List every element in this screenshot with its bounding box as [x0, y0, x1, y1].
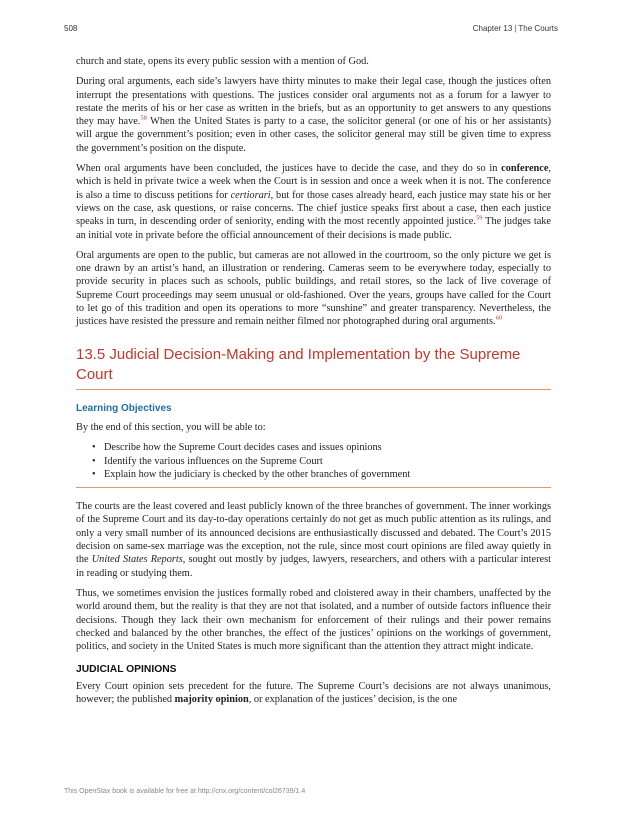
list-item: • Explain how the judiciary is checked by the other branches of government [104, 468, 551, 481]
chapter-title: The Courts [518, 24, 558, 33]
paragraph: The courts are the least covered and least publicly known of the three branches of government. The inner workings of the Supreme Court and its day-to-day operations certainly do not get as much public attention as its rulings, and only a very small number of its announced decisions are enthusiastically discussed and debated. The Court’s 2015 decision on same-sex marriage was the exception, not the rule, since most court opinions are filed away quietly in the United States Reports, sought out mostly by judges, lawyers, researchers, and others with a particular interest in reading or studying them. [76, 501, 551, 579]
learning-objectives-title: Learning Objectives [76, 402, 172, 414]
learning-objectives-list [76, 441, 551, 481]
learning-objectives-box [76, 402, 551, 488]
italic-term: certiorari [230, 189, 271, 201]
footnote-ref[interactable]: 60 [495, 314, 503, 322]
list-item: • Describe how the Supreme Court decides cases and issues opinions [104, 441, 551, 454]
paragraph: Every Court opinion sets precedent for the future. The Supreme Court’s decisions are not always unanimous, however; the published majority opinion, or explanation of the justices’ decision, is the one [76, 680, 551, 705]
paragraph: When oral arguments have been concluded, the justices have to decide the case, and they do so in conference, which is held in private twice a week when the Court is in session and once a week when it is not. The conference is also a time to discuss petitions for certiorari, but for those cases already heard, each justice may state his or her views on the case, ask questions, or raise concerns. The chief justice speaks first about a case, then each justice speaks in turn, in descending order of seniority, ending with the most recently appointed justice.$^{59}$ The judges take an initial vote in private before the official announcement of their decisions is made public. [76, 163, 551, 241]
key-term: conference [501, 163, 549, 175]
page-footer: This OpenStax book is available for free at http://cnx.org/content/col26739/1.4 [64, 788, 306, 795]
paragraph: church and state, opens its every public session with a mention of God. [76, 56, 369, 67]
footnote-ref[interactable]: 58 [140, 114, 147, 122]
paragraph: Thus, we sometimes envision the justices formally robed and cloistered away in their chambers, unaffected by the world around them, but the reality is that they are not that isolated, and a number of outside factors influence their decisions. Though they lack their own mechanism for enforcement of their rulings and their power remains checked and balanced by the other branches, the effect of the justices’ opinions on the workings of government, politics, and society in the United States is much more significant than the attention they attract might indicate. [76, 587, 551, 653]
page-content [76, 55, 551, 713]
chapter-separator: | [514, 24, 517, 33]
page-header [64, 24, 558, 38]
paragraph: During oral arguments, each side’s lawyers have thirty minutes to make their legal case, though the justices often interrupt the presentations with questions. The justices consider oral arguments not as a forum for a lawyer to restate the merits of his or her case as written in the briefs, but as an opportunity to get answers to any questions they may have.$^{58}$ When the United States is party to a case, the solicitor general (or one of his or her assistants) will argue the government’s position; even in other cases, the solicitor general may still be given time to express the government’s position on the dispute. [76, 76, 551, 154]
section-title: 13.5 Judicial Decision-Making and Implementation by the Supreme Court [76, 345, 551, 390]
list-item: • Identify the various influences on the Supreme Court [104, 455, 551, 468]
chapter-label: Chapter 13 [472, 24, 513, 33]
learning-objectives-intro: By the end of this section, you will be able to: [76, 421, 266, 433]
italic-term: United States Reports [91, 554, 183, 566]
footnote-ref[interactable]: 59 [475, 214, 483, 222]
chapter-header [473, 24, 558, 33]
paragraph: Oral arguments are open to the public, but cameras are not allowed in the courtroom, so the only picture we get is one drawn by an artist’s hand, an illustration or rendering. Cameras seem to be everywhere today, especially to provide security in places such as schools, public buildings, and retail stores, so the lack of live coverage of Supreme Court proceedings may seem unusual or old-fashioned. Over the years, groups have called for the Court to let go of this tradition and open its operations to more “sunshine” and greater transparency. Nevertheless, the justices have resisted the pressure and remain neither filmed nor photographed during oral arguments.$^{60}$ [76, 249, 551, 328]
subsection-heading: JUDICIAL OPINIONS [76, 664, 177, 676]
key-term: majority opinion [174, 693, 249, 705]
page-number: 508 [64, 24, 78, 33]
